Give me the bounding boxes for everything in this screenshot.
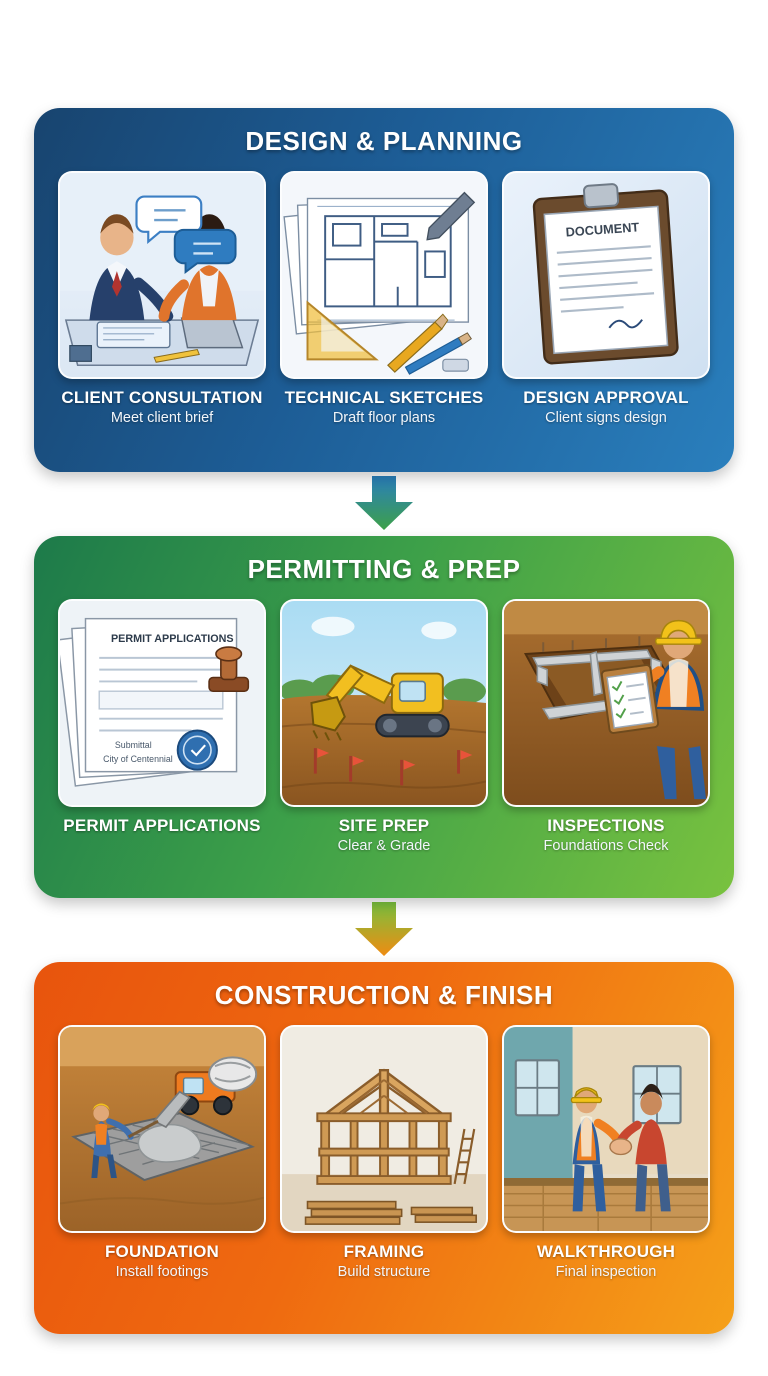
card-label: WALKTHROUGH	[536, 1242, 676, 1261]
card-label: TECHNICAL SKETCHES	[284, 388, 484, 407]
card-sub: Build structure	[337, 1264, 431, 1281]
excavator-site-illustration	[280, 599, 488, 807]
card-label: FOUNDATION	[104, 1242, 220, 1261]
card-client-consultation[interactable]	[58, 171, 266, 426]
card-walkthrough[interactable]	[502, 1025, 710, 1280]
card-framing[interactable]	[280, 1025, 488, 1280]
stage-title: DESIGN & PLANNING	[245, 126, 523, 156]
permit-forms-stamp-illustration	[58, 599, 266, 807]
card-sub: Final inspection	[555, 1264, 657, 1281]
document-heading-text: DOCUMENT	[565, 219, 640, 240]
stage-card-row	[34, 171, 734, 426]
card-label: INSPECTIONS	[547, 816, 665, 835]
card-label: PERMIT APPLICATIONS	[63, 816, 261, 835]
card-design-approval[interactable]	[502, 171, 710, 426]
card-sub: Clear & Grade	[337, 838, 431, 855]
card-sub: Draft floor plans	[332, 410, 436, 427]
card-sub: Meet client brief	[110, 410, 214, 427]
card-permit-applications[interactable]	[58, 599, 266, 854]
card-sub: Client signs design	[545, 410, 667, 427]
inspector-checklist-illustration	[502, 599, 710, 807]
stage-permitting-prep	[34, 536, 734, 898]
stage-card-row	[34, 599, 734, 854]
card-label: SITE PREP	[338, 816, 430, 835]
stage-title: PERMITTING & PREP	[247, 554, 521, 584]
card-sub: Install footings	[115, 1264, 209, 1281]
card-label: CLIENT CONSULTATION	[61, 388, 263, 407]
arrow-permitting-to-construction	[347, 902, 421, 958]
card-label: FRAMING	[343, 1242, 425, 1261]
card-label: DESIGN APPROVAL	[523, 388, 689, 407]
card-sub: Foundations Check	[543, 838, 669, 855]
stage-card-row	[34, 1025, 734, 1280]
client-meeting-illustration	[58, 171, 266, 379]
blueprint-drafting-illustration	[280, 171, 488, 379]
permit-form-city-text: City of Centennial	[103, 753, 173, 764]
arrow-planning-to-permitting	[347, 476, 421, 532]
stage-construction-finish	[34, 962, 734, 1334]
timber-framing-illustration	[280, 1025, 488, 1233]
clipboard-document-illustration	[502, 171, 710, 379]
concrete-pour-illustration	[58, 1025, 266, 1233]
permit-form-note-text: Submittal	[114, 740, 152, 751]
card-technical-sketches[interactable]	[280, 171, 488, 426]
card-inspections[interactable]	[502, 599, 710, 854]
card-foundation[interactable]	[58, 1025, 266, 1280]
handshake-interior-illustration	[502, 1025, 710, 1233]
stage-design-planning	[34, 108, 734, 472]
stage-title: CONSTRUCTION & FINISH	[214, 980, 554, 1010]
card-site-prep[interactable]	[280, 599, 488, 854]
permit-form-heading-text: PERMIT APPLICATIONS	[111, 633, 234, 646]
